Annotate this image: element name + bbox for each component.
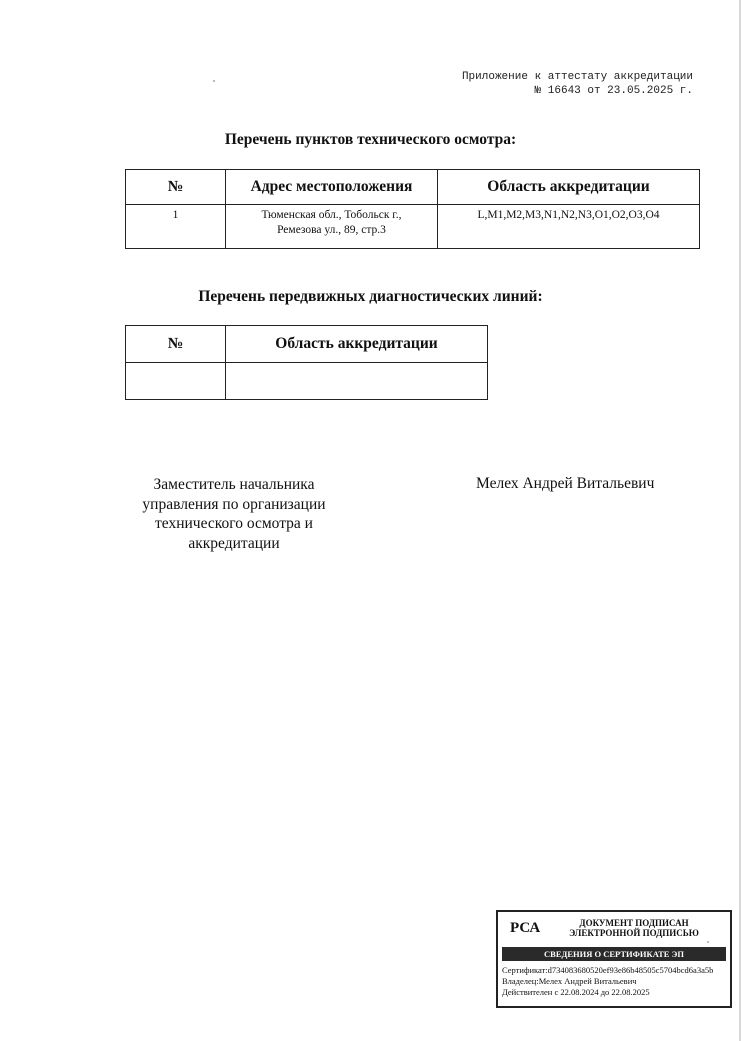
column-header-scope: Область аккредитации [438, 170, 700, 205]
signed-line-2: ЭЛЕКТРОННОЙ ПОДПИСЬЮ [569, 928, 699, 938]
column-header-address: Адрес местоположения [226, 170, 438, 205]
row-address [226, 205, 438, 249]
signed-line-1: ДОКУМЕНТ ПОДПИСАН [579, 918, 689, 928]
e-signature-stamp [496, 910, 732, 1008]
certificate-validity: Действителен с 22.08.2024 до 22.08.2025 [502, 987, 650, 997]
address-line-1: Тюменская обл., Тобольск г., [261, 209, 402, 221]
table-header-row [126, 326, 488, 363]
position-line-4: аккредитации [188, 534, 280, 552]
inspection-points-table [125, 169, 700, 249]
column-header-scope: Область аккредитации [226, 326, 488, 363]
signed-notice [548, 918, 720, 938]
table-row [126, 363, 488, 400]
row-scope [226, 363, 488, 400]
appendix-line-1: Приложение к аттестату аккредитации [461, 71, 693, 83]
certificate-owner: Владелец:Мелех Андрей Витальевич [502, 976, 637, 986]
row-number: 1 [126, 205, 226, 249]
appendix-reference [462, 70, 693, 98]
mobile-lines-heading: Перечень передвижных диагностических линий: [198, 288, 543, 305]
table-row [126, 205, 700, 249]
position-line-1: Заместитель начальника [153, 476, 315, 493]
mobile-lines-table [125, 325, 488, 400]
position-line-2: управления по организации [142, 495, 326, 513]
table-header-row [126, 170, 700, 205]
column-header-number: № [126, 326, 226, 363]
appendix-line-2: № 16643 от 23.05.2025 г. [534, 85, 693, 97]
certificate-id: Сертификат:d734083680520ef93e86b48505c5704bcd6a3a5b [502, 965, 714, 975]
address-line-2: Ремезова ул., 89, стр.3 [277, 224, 386, 236]
certificate-info [502, 965, 713, 998]
row-number [126, 363, 226, 400]
inspection-points-heading: Перечень пунктов технического осмотра: [224, 131, 517, 148]
row-scope: L,M1,M2,M3,N1,N2,N3,O1,O2,O3,O4 [438, 205, 700, 249]
scan-speck [213, 80, 215, 82]
certificate-header: СВЕДЕНИЯ О СЕРТИФИКАТЕ ЭП [502, 947, 726, 961]
signatory-position [120, 475, 348, 553]
rsa-logo: РСА [510, 920, 541, 936]
column-header-number: № [126, 170, 226, 205]
position-line-3: технического осмотра и [155, 515, 313, 532]
signatory-name: Мелех Андрей Витальевич [476, 475, 655, 492]
